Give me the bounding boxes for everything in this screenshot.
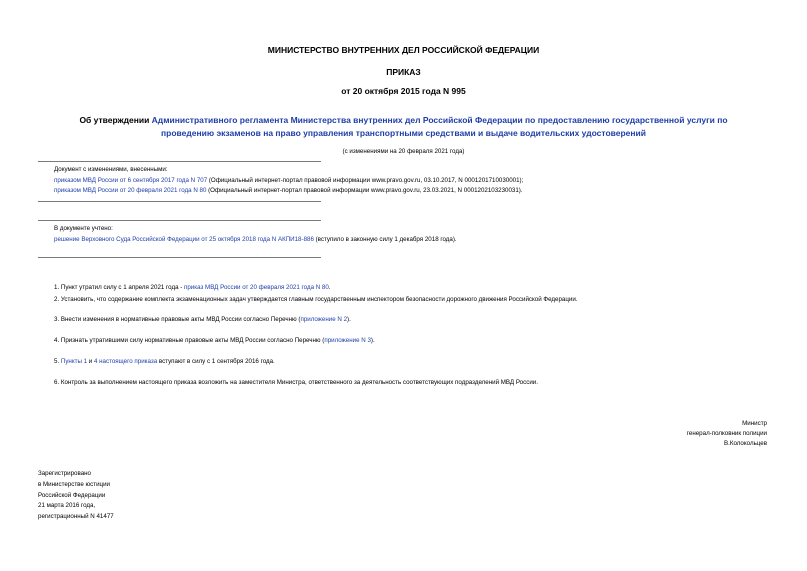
doc-title-line2	[0, 127, 807, 140]
doc-title-line1	[0, 114, 807, 127]
order-item-6: 6. Контроль за выполнением настоящего приказа возложить на заместителя Министра, ответственного за деятельность соответствующих подразделений МВД России.	[54, 379, 538, 386]
change-item	[54, 186, 523, 195]
item-text: 5.	[54, 358, 61, 365]
regulation-link-cont[interactable]: проведению экзаменов на право управления транспортными средствами и выдаче водительских удостоверений	[161, 128, 646, 138]
change-source: (Официальный интернет-портал правовой информации www.pravo.gov.ru, 03.10.2017, N 0001201710030001);	[207, 177, 524, 184]
order-item-1	[54, 283, 331, 292]
doc-type-heading: ПРИКАЗ	[386, 67, 421, 77]
changes-heading: Документ с изменениями, внесенными:	[54, 166, 168, 173]
registration-line: Зарегистрировано	[38, 470, 91, 477]
order-80-link[interactable]: приказ МВД России от 20 февраля 2021 года N 80	[184, 284, 329, 291]
order-item-5	[54, 357, 275, 366]
title-prefix: Об утверждении	[79, 115, 152, 125]
order-item-3	[54, 315, 351, 324]
registration-line: регистрационный N 41477	[38, 513, 114, 521]
ministry-heading: МИНИСТЕРСТВО ВНУТРЕННИХ ДЕЛ РОССИЙСКОЙ ФЕДЕРАЦИИ	[267, 45, 540, 55]
revision-note: (с изменениями на 20 февраля 2021 года)	[342, 148, 465, 155]
court-decision-link[interactable]: решение Верховного Суда Российской Федерации от 25 октября 2018 года N АКПИ18-886	[54, 236, 314, 243]
considered-heading: В документе учтено:	[54, 225, 113, 232]
divider	[38, 220, 321, 221]
considered-item	[54, 235, 457, 244]
divider	[38, 161, 321, 162]
change-item	[54, 176, 523, 185]
signer-name: В.Колокольцев	[724, 440, 767, 447]
regulation-link[interactable]: Административного регламента Министерства внутренних дел Российской Федерации по предоставлению государственной услуги по	[151, 115, 728, 125]
signer-rank: генерал-полковник полиции	[686, 430, 767, 437]
order-item-4	[54, 336, 375, 345]
appendix-3-link[interactable]: приложение N 3	[324, 337, 371, 344]
appendix-2-link[interactable]: приложение N 2	[300, 316, 348, 323]
item-text: 1. Пункт утратил силу с 1 апреля 2021 года -	[54, 284, 185, 291]
order-item-2: 2. Установить, что содержание комплекта экзаменационных задач утверждается главным государственным инспектором безопасности дорожного движения Российской Федерации.	[54, 296, 578, 303]
item-text: 4. Признать утратившими силу нормативные правовые акты МВД России согласно Перечню (	[54, 337, 325, 344]
court-decision-note: (вступило в законную силу 1 декабря 2018 года).	[313, 236, 457, 243]
registration-line: Российской Федерации	[38, 491, 106, 499]
change-link[interactable]: приказом МВД России от 6 сентября 2017 года N 707	[54, 177, 208, 184]
signer-position: Министр	[742, 420, 767, 427]
item-text: ).	[370, 337, 375, 344]
item-text: .	[328, 284, 331, 291]
divider	[38, 201, 321, 202]
item-text: и	[87, 358, 94, 365]
point-1-link[interactable]: Пункты 1	[60, 358, 88, 365]
point-4-link[interactable]: 4 настоящего приказа	[93, 358, 158, 365]
item-text: вступают в силу с 1 сентября 2016 года.	[157, 358, 275, 365]
change-link[interactable]: приказом МВД России от 20 февраля 2021 года N 80	[54, 187, 207, 194]
registration-line: 21 марта 2016 года,	[38, 502, 96, 510]
signature-block	[567, 419, 767, 449]
registration-line: в Министерстве юстиции	[38, 480, 111, 488]
item-text: 3. Внести изменения в нормативные правовые акты МВД России согласно Перечню (	[54, 316, 301, 323]
change-source: (Официальный интернет-портал правовой информации www.pravo.gov.ru, 23.03.2021, N 0001202103230031).	[206, 187, 523, 194]
divider	[38, 257, 321, 258]
doc-date-number: от 20 октября 2015 года N 995	[341, 86, 466, 96]
registration-block	[38, 469, 114, 523]
item-text: ).	[347, 316, 351, 323]
